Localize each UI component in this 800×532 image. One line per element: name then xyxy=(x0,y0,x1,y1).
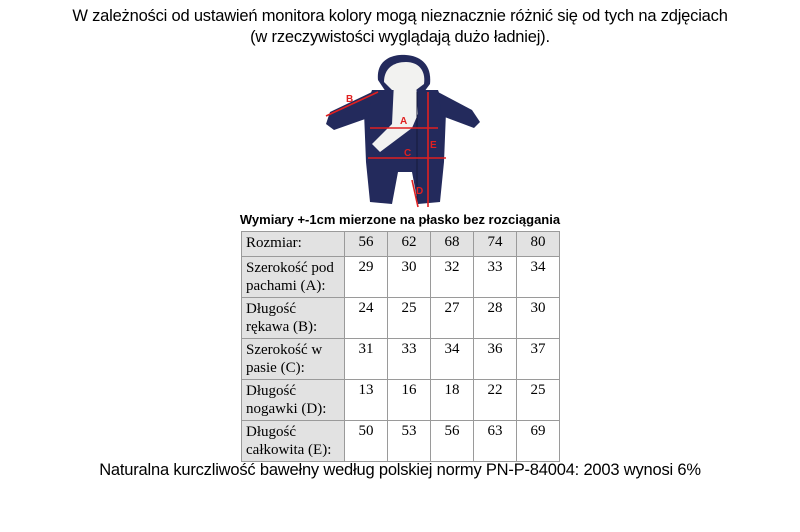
cell: 27 xyxy=(431,298,474,339)
size-74: 74 xyxy=(474,232,517,257)
size-68: 68 xyxy=(431,232,474,257)
snowsuit-illustration-icon xyxy=(320,52,490,212)
row-label-line-2: pasie (C): xyxy=(246,360,305,376)
header-label: Rozmiar: xyxy=(242,232,345,257)
cell: 13 xyxy=(345,380,388,421)
notice-line-2: (w rzeczywistości wyglądają dużo ładniej). xyxy=(250,28,550,46)
table-row xyxy=(242,380,560,421)
cell: 31 xyxy=(345,339,388,380)
size-62: 62 xyxy=(388,232,431,257)
cell: 30 xyxy=(517,298,560,339)
cell: 24 xyxy=(345,298,388,339)
cell: 16 xyxy=(388,380,431,421)
color-notice xyxy=(0,6,800,48)
row-label-line-1: Długość xyxy=(246,383,296,399)
table-row xyxy=(242,298,560,339)
row-label xyxy=(242,298,345,339)
table-row xyxy=(242,257,560,298)
table-caption: Wymiary +-1cm mierzone na płasko bez rozciągania xyxy=(239,212,561,227)
cell: 30 xyxy=(388,257,431,298)
cell: 69 xyxy=(517,421,560,462)
row-label-line-1: Długość xyxy=(246,301,296,317)
row-label-line-2: nogawki (D): xyxy=(246,401,327,417)
row-label xyxy=(242,421,345,462)
row-label xyxy=(242,380,345,421)
cell: 28 xyxy=(474,298,517,339)
cell: 36 xyxy=(474,339,517,380)
row-label xyxy=(242,339,345,380)
label-b: B xyxy=(346,94,354,105)
table-header-row xyxy=(242,232,560,257)
label-a: A xyxy=(400,116,408,127)
cell: 56 xyxy=(431,421,474,462)
cell: 33 xyxy=(388,339,431,380)
size-56: 56 xyxy=(345,232,388,257)
row-label-line-1: Szerokość pod xyxy=(246,260,334,276)
cell: 63 xyxy=(474,421,517,462)
cell: 34 xyxy=(517,257,560,298)
cell: 37 xyxy=(517,339,560,380)
size-table xyxy=(241,231,560,462)
notice-line-1: W zależności od ustawień monitora kolory mogą nieznacznie różnić się od tych na zdjęciach xyxy=(72,7,728,25)
cell: 22 xyxy=(474,380,517,421)
cell: 25 xyxy=(388,298,431,339)
cell: 53 xyxy=(388,421,431,462)
table-row xyxy=(242,339,560,380)
cell: 25 xyxy=(517,380,560,421)
cell: 34 xyxy=(431,339,474,380)
cell: 50 xyxy=(345,421,388,462)
cell: 32 xyxy=(431,257,474,298)
label-c: C xyxy=(404,148,412,159)
shrinkage-note: Naturalna kurczliwość bawełny według polskiej normy PN-P-84004: 2003 wynosi 6% xyxy=(99,461,701,479)
row-label-line-1: Szerokość w xyxy=(246,342,323,358)
table-row xyxy=(242,421,560,462)
row-label xyxy=(242,257,345,298)
size-80: 80 xyxy=(517,232,560,257)
row-label-line-2: pachami (A): xyxy=(246,278,326,294)
label-e: E xyxy=(430,140,437,151)
snowsuit-measurement-diagram xyxy=(320,52,490,212)
label-d: D xyxy=(416,186,424,197)
row-label-line-2: całkowita (E): xyxy=(246,442,332,458)
cell: 29 xyxy=(345,257,388,298)
row-label-line-2: rękawa (B): xyxy=(246,319,318,335)
cell: 18 xyxy=(431,380,474,421)
row-label-line-1: Długość xyxy=(246,424,296,440)
cell: 33 xyxy=(474,257,517,298)
